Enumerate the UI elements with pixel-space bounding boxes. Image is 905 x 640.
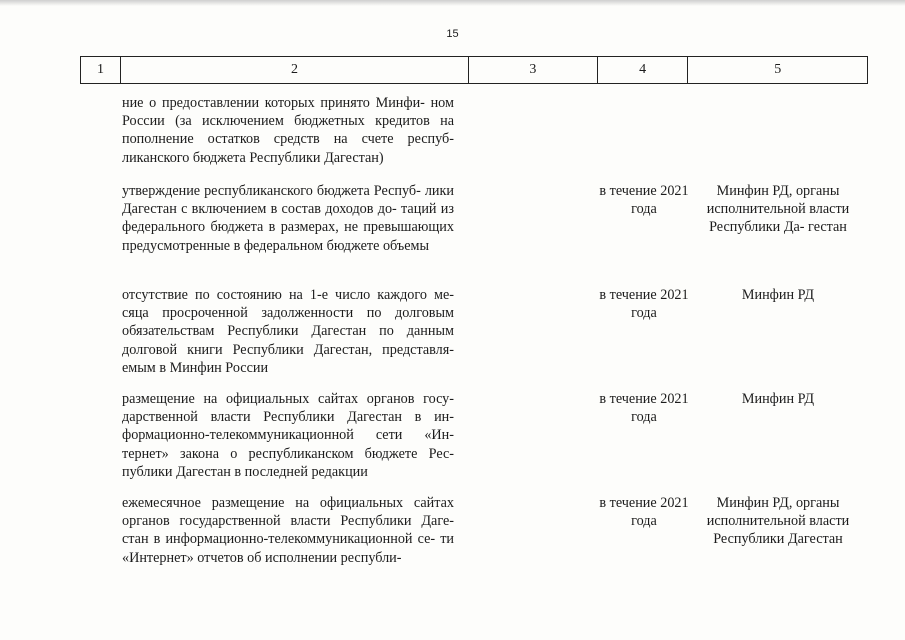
row-2-responsible: Минфин РД, органы исполнительной власти Республики Да- гестан — [706, 183, 850, 236]
row-3-description: отсутствие по состоянию на 1-е число каждого ме- сяца просроченной задолженности по долговым обязательствам Республики Дагестан по данным долговой книги Республики Дагестан, представля- емым в Минфин России — [122, 287, 454, 376]
row-4-responsible: Минфин РД — [741, 391, 815, 407]
column-header-3: 3 — [469, 57, 598, 83]
column-header-1: 1 — [81, 57, 121, 83]
scan-edge-shadow — [0, 0, 905, 6]
row-2-term: в течение 2021 года — [599, 183, 689, 218]
column-header-2: 2 — [121, 57, 469, 83]
row-5-description: ежемесячное размещение на официальных сайтах органов государственной власти Республики Даге- стан в информационно-телекоммуникационной се- ти «Интернет» отчетов об исполнении республи- — [122, 495, 454, 566]
table-header-row — [80, 56, 868, 84]
page-number: 15 — [446, 28, 459, 40]
row-5-term: в течение 2021 года — [599, 495, 689, 530]
row-3-term: в течение 2021 года — [599, 287, 689, 322]
column-header-4: 4 — [598, 57, 689, 83]
row-1-description: ние о предоставлении которых принято Минфи- ном России (за исключением бюджетных кредитов на пополнение остатков средств на счете респуб- ликанского бюджета Республики Дагестан) — [122, 95, 454, 166]
row-5-responsible: Минфин РД, органы исполнительной власти Республики Дагестан — [706, 495, 850, 548]
column-header-5: 5 — [774, 62, 782, 77]
row-3-responsible: Минфин РД — [741, 287, 815, 303]
row-4-description: размещение на официальных сайтах органов госу- дарственной власти Республики Дагестан в ин- формационно-телекоммуникационной сети «Ин- тернет» закона о республиканском бюджете Рес- публики Дагестан в последней редакции — [122, 391, 454, 480]
row-4-term: в течение 2021 года — [599, 391, 689, 426]
row-2-description: утверждение республиканского бюджета Респуб- лики Дагестан с включением в состав доходов до- таций из федерального бюджета в размерах, не превышающих предусмотренные в федеральном бюджете объемы — [122, 183, 454, 254]
